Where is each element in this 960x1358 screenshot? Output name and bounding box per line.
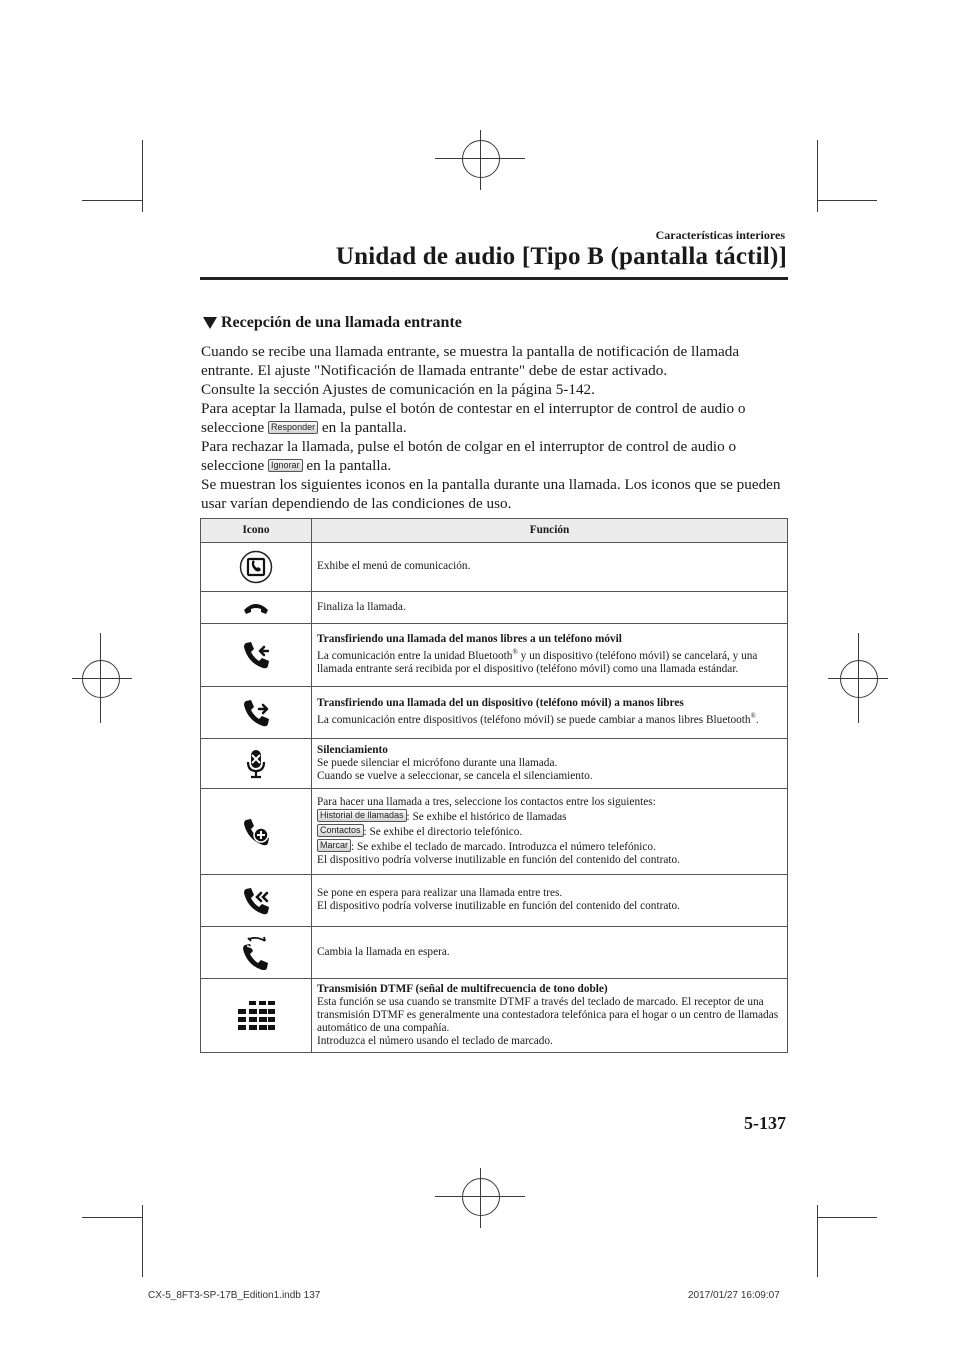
hang-up-icon [242, 600, 270, 616]
contactos-button: Contactos [317, 824, 364, 837]
hold-call-icon [241, 885, 271, 917]
body-text [201, 342, 791, 513]
function-title: Transfiriendo una llamada del manos libres a un teléfono móvil [317, 633, 622, 646]
page-title: Unidad de audio [Tipo B (pantalla táctil)] [335, 243, 787, 270]
col-icon-header: Icono [201, 519, 312, 543]
function-text: El dispositivo podría volverse inutilizable en función del contenido del contrato. [317, 900, 680, 912]
function-text: Cuando se vuelve a seleccionar, se cancela el silenciamiento. [317, 769, 593, 782]
table-row [201, 739, 788, 789]
mute-microphone-icon [245, 748, 267, 780]
swap-call-icon [241, 936, 271, 970]
triangle-bullet-icon [203, 317, 217, 329]
function-title: Transfiriendo una llamada del un dispositivo (teléfono móvil) a manos libres [317, 697, 684, 710]
page-number: 5-137 [744, 1113, 786, 1133]
paragraph: Consulte la sección Ajustes de comunicación en la página 5-142. [201, 381, 595, 398]
function-text: Para hacer una llamada a tres, seleccione los contactos entre los siguientes: [317, 795, 656, 808]
keypad-icon [237, 1000, 275, 1032]
historial-button: Historial de llamadas [317, 809, 407, 822]
function-text: Esta función se usa cuando se transmite DTMF a través del teclado de marcado. El receptor de una transmisión DTMF es generalmente una contestadora telefónica para el hogar o un centro de llamadas automático de una compañía. [317, 995, 779, 1034]
paragraph: Para rechazar la llamada, pulse el botón de colgar en el interruptor de control de audio o seleccione Ignorar en la pantalla. [201, 438, 737, 474]
table-row [201, 592, 788, 624]
function-text: Exhibe el menú de comunicación. [312, 543, 788, 592]
function-title: Transmisión DTMF (señal de multifrecuencia de tono doble) [317, 982, 608, 995]
function-text: Se puede silenciar el micrófono durante una llamada. [317, 756, 558, 769]
table-row [201, 624, 788, 687]
add-call-icon [241, 816, 271, 848]
table-row [201, 927, 788, 979]
function-text: La comunicación entre la unidad Bluetooth® y un dispositivo (teléfono móvil) se cancelará, y una llamada entrante será recibida por el dispositivo (teléfono móvil) como una llamada estándar. [317, 648, 758, 675]
responder-button: Responder [268, 421, 318, 434]
footer-timestamp: 2017/01/27 16:09:07 [688, 1290, 780, 1301]
paragraph: Se muestran los siguientes iconos en la pantalla durante una llamada. Los iconos que se pueden usar varían dependiendo de las condiciones de uso. [201, 476, 781, 512]
table-row [201, 687, 788, 739]
table-row: Para hacer una llamada a tres, seleccione los contactos entre los siguientes: Historial de llamadas : Se exhibe el histórico de llamadas Contactos : Se exhibe el directorio telefónico. Marcar : Se exhibe el teclado de marcado. Introduzca el número telefónico. El dispositivo podría volverse inutilizable en función del contenido del contrato. [201, 789, 788, 875]
table-row [201, 979, 788, 1053]
function-title: Silenciamiento [317, 743, 388, 756]
transfer-to-handsfree-icon [241, 697, 271, 729]
table-row [201, 875, 788, 927]
transfer-to-phone-icon [241, 639, 271, 671]
function-text: La comunicación entre dispositivos (teléfono móvil) se puede cambiar a manos libres Bluetooth®. [317, 712, 759, 726]
paragraph: Cuando se recibe una llamada entrante, se muestra la pantalla de notificación de llamada entrante. El ajuste "Notificación de llamada entrante" debe de estar activado. [201, 343, 740, 379]
marcar-button: Marcar [317, 839, 351, 852]
footer-file: CX-5_8FT3-SP-17B_Edition1.indb 137 [148, 1290, 321, 1301]
col-function-header: Función [312, 519, 788, 543]
section-heading [203, 314, 462, 332]
section-label: Características interiores [655, 228, 785, 242]
function-text: El dispositivo podría volverse inutilizable en función del contenido del contrato. [317, 853, 680, 866]
header-rule [200, 277, 788, 280]
table-row [201, 543, 788, 592]
function-text: Introduzca el número usando el teclado de marcado. [317, 1034, 553, 1047]
function-text: Se pone en espera para realizar una llamada entre tres. [317, 887, 563, 899]
function-text: Finaliza la llamada. [312, 592, 788, 624]
table-header-row [201, 519, 788, 543]
paragraph: Para aceptar la llamada, pulse el botón de contestar en el interruptor de control de audio o seleccione Responder en la pantalla. [201, 400, 746, 436]
phone-menu-icon [239, 550, 273, 584]
ignorar-button: Ignorar [268, 459, 303, 472]
section-heading-text: Recepción de una llamada entrante [221, 314, 462, 331]
function-text: Cambia la llamada en espera. [312, 927, 788, 979]
icon-function-table [200, 518, 788, 1053]
